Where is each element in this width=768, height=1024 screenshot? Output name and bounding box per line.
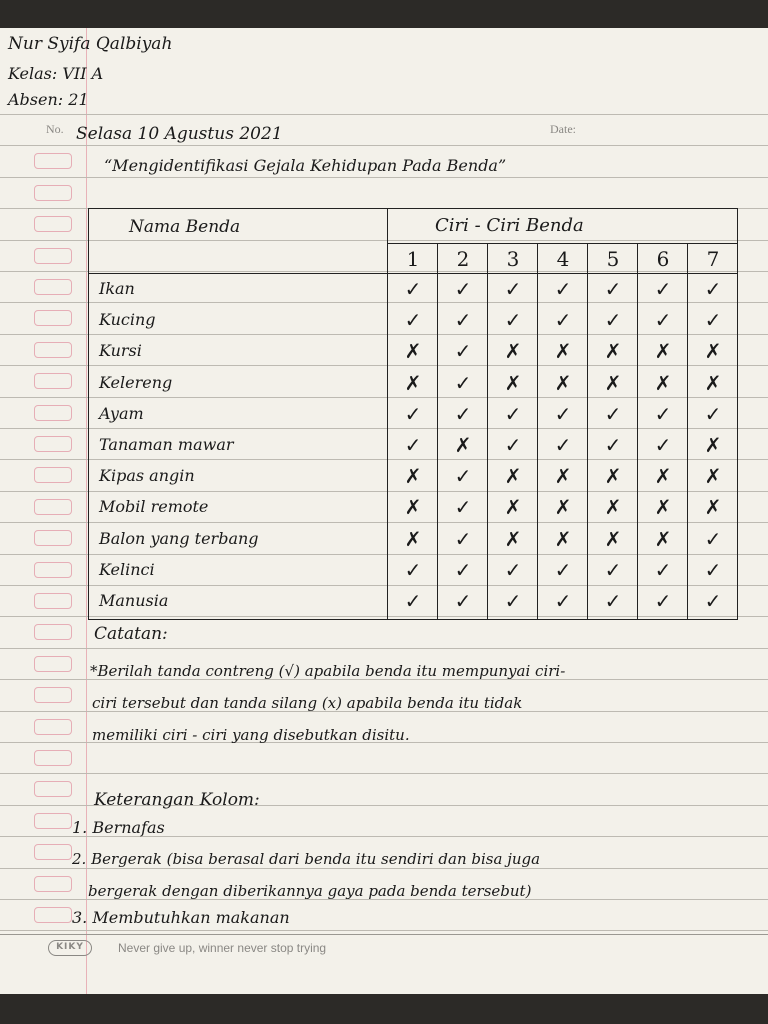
page-title: “Mengidentifikasi Gejala Kehidupan Pada Benda” [104, 156, 507, 175]
margin-box [34, 624, 72, 640]
check-mark: ✓ [604, 557, 622, 582]
check-mark: ✓ [704, 308, 722, 333]
footer-rule [0, 934, 768, 935]
check-mark: ✗ [704, 464, 722, 489]
check-mark: ✓ [554, 433, 572, 457]
margin-box [34, 813, 72, 829]
column-number: 4 [556, 247, 570, 271]
check-mark: ✗ [604, 464, 622, 489]
date-label: Date: [550, 122, 576, 136]
check-mark: ✗ [504, 339, 522, 364]
brand-logo: KIKY [48, 940, 92, 956]
catatan-line-1: *Berilah tanda contreng (√) apabila benda itu mempunyai ciri- [90, 662, 566, 680]
column-number: 6 [656, 247, 670, 271]
student-absen: Absen: 21 [8, 90, 89, 109]
margin-box [34, 907, 72, 923]
check-mark: ✗ [704, 339, 722, 364]
margin-box [34, 216, 72, 232]
table-header-line [387, 243, 737, 244]
column-number: 2 [456, 247, 470, 271]
check-mark: ✓ [504, 277, 522, 301]
check-mark: ✗ [654, 370, 672, 395]
check-mark: ✓ [604, 401, 622, 426]
header-nama-benda: Nama Benda [129, 217, 241, 237]
item-name: Kelereng [99, 372, 173, 392]
check-mark: ✓ [504, 557, 522, 582]
margin-box [34, 405, 72, 421]
keterangan-line-2: 2. Bergerak (bisa berasal dari benda itu sendiri dan bisa juga [72, 850, 541, 868]
check-mark: ✓ [404, 589, 422, 613]
ruled-line [0, 868, 768, 869]
check-mark: ✗ [404, 526, 422, 551]
column-number: 7 [706, 247, 720, 271]
check-mark: ✗ [404, 464, 422, 489]
item-name: Ikan [99, 279, 135, 298]
check-mark: ✓ [654, 401, 672, 426]
margin-box [34, 248, 72, 264]
check-mark: ✓ [454, 495, 472, 520]
keterangan-line-3: bergerak dengan diberikannya gaya pada benda tersebut) [88, 882, 532, 900]
ruled-line [0, 177, 768, 178]
check-mark: ✗ [654, 495, 672, 520]
table-header-bottom [89, 273, 737, 274]
margin-box [34, 530, 72, 546]
check-mark: ✗ [554, 339, 572, 364]
margin-box [34, 279, 72, 295]
check-mark: ✓ [604, 589, 622, 613]
margin-box [34, 467, 72, 483]
column-number: 3 [506, 247, 520, 271]
check-mark: ✗ [404, 339, 422, 364]
item-name: Mobil remote [99, 497, 209, 517]
check-mark: ✓ [554, 557, 572, 582]
check-mark: ✓ [504, 589, 522, 613]
margin-box [34, 499, 72, 515]
margin-box [34, 781, 72, 797]
check-mark: ✗ [504, 526, 522, 551]
item-name: Manusia [99, 591, 169, 610]
ruled-line [0, 930, 768, 931]
check-mark: ✗ [504, 464, 522, 489]
margin-box [34, 750, 72, 766]
margin-box [34, 185, 72, 201]
check-mark: ✗ [454, 433, 472, 457]
written-date: Selasa 10 Agustus 2021 [76, 124, 283, 144]
check-mark: ✗ [704, 433, 722, 457]
keterangan-line-1: 1. Bernafas [72, 818, 165, 837]
check-mark: ✓ [454, 589, 472, 613]
item-name: Ayam [99, 403, 144, 423]
check-mark: ✓ [454, 557, 472, 582]
check-mark: ✓ [654, 589, 672, 613]
check-mark: ✓ [704, 557, 722, 582]
check-mark: ✗ [654, 339, 672, 364]
check-mark: ✗ [554, 370, 572, 395]
ruled-line [0, 648, 768, 649]
check-mark: ✓ [404, 308, 422, 333]
catatan-line-2: ciri tersebut dan tanda silang (x) apabila benda itu tidak [92, 694, 523, 712]
check-mark: ✓ [704, 526, 722, 551]
check-mark: ✗ [404, 495, 422, 520]
margin-box [34, 593, 72, 609]
item-name: Kipas angin [99, 466, 195, 486]
check-mark: ✗ [604, 495, 622, 520]
check-mark: ✓ [504, 401, 522, 426]
margin-box [34, 687, 72, 703]
check-mark: ✓ [454, 526, 472, 551]
ciri-benda-table [88, 208, 738, 620]
ruled-line [0, 773, 768, 774]
check-mark: ✓ [654, 308, 672, 333]
check-mark: ✗ [604, 339, 622, 364]
check-mark: ✗ [554, 495, 572, 520]
check-mark: ✓ [454, 308, 472, 333]
check-mark: ✓ [554, 277, 572, 301]
margin-box [34, 153, 72, 169]
item-name: Tanaman mawar [99, 435, 234, 454]
check-mark: ✗ [604, 370, 622, 395]
check-mark: ✓ [704, 589, 722, 613]
check-mark: ✗ [504, 495, 522, 520]
item-name: Balon yang terbang [99, 528, 259, 548]
column-number: 1 [406, 247, 420, 271]
notebook-page [0, 28, 768, 994]
margin-box [34, 844, 72, 860]
footer-motto: Never give up, winner never stop trying [118, 941, 327, 955]
check-mark: ✓ [454, 401, 472, 426]
check-mark: ✓ [604, 308, 622, 333]
ruled-line [0, 145, 768, 146]
check-mark: ✗ [654, 526, 672, 551]
check-mark: ✗ [654, 464, 672, 489]
margin-box [34, 342, 72, 358]
header-ciri-ciri: Ciri - Ciri Benda [435, 215, 584, 236]
item-name: Kelinci [99, 559, 155, 579]
check-mark: ✗ [504, 370, 522, 395]
catatan-line-3: memiliki ciri - ciri yang disebutkan disitu. [92, 726, 410, 744]
margin-box [34, 436, 72, 452]
check-mark: ✓ [554, 589, 572, 613]
item-name: Kucing [99, 310, 156, 330]
margin-box [34, 719, 72, 735]
check-mark: ✓ [504, 433, 522, 457]
margin-box [34, 656, 72, 672]
check-mark: ✓ [404, 433, 422, 457]
check-mark: ✗ [404, 370, 422, 395]
student-class: Kelas: VII A [8, 64, 104, 83]
check-mark: ✓ [404, 557, 422, 582]
check-mark: ✓ [504, 308, 522, 333]
column-number: 5 [606, 247, 620, 271]
check-mark: ✓ [554, 308, 572, 333]
check-mark: ✓ [554, 401, 572, 426]
margin-box [34, 876, 72, 892]
check-mark: ✗ [604, 526, 622, 551]
margin-box [34, 310, 72, 326]
keterangan-line-4: 3. Membutuhkan makanan [72, 908, 290, 927]
check-mark: ✓ [704, 277, 722, 301]
margin-box [34, 373, 72, 389]
ruled-line [0, 114, 768, 115]
check-mark: ✗ [554, 464, 572, 489]
check-mark: ✓ [454, 277, 472, 301]
check-mark: ✓ [654, 277, 672, 301]
check-mark: ✗ [704, 495, 722, 520]
check-mark: ✓ [404, 277, 422, 301]
catatan-heading: Catatan: [94, 624, 168, 644]
check-mark: ✓ [404, 401, 422, 426]
check-mark: ✓ [454, 464, 472, 489]
no-label: No. [46, 122, 64, 136]
margin-box [34, 562, 72, 578]
check-mark: ✓ [654, 557, 672, 582]
check-mark: ✗ [554, 526, 572, 551]
item-name: Kursi [99, 341, 142, 361]
check-mark: ✓ [454, 370, 472, 395]
keterangan-heading: Keterangan Kolom: [94, 790, 260, 810]
check-mark: ✓ [604, 433, 622, 457]
check-mark: ✓ [654, 433, 672, 457]
check-mark: ✓ [604, 277, 622, 301]
student-name: Nur Syifa Qalbiyah [8, 34, 173, 54]
check-mark: ✓ [704, 401, 722, 426]
check-mark: ✓ [454, 339, 472, 364]
check-mark: ✗ [704, 370, 722, 395]
